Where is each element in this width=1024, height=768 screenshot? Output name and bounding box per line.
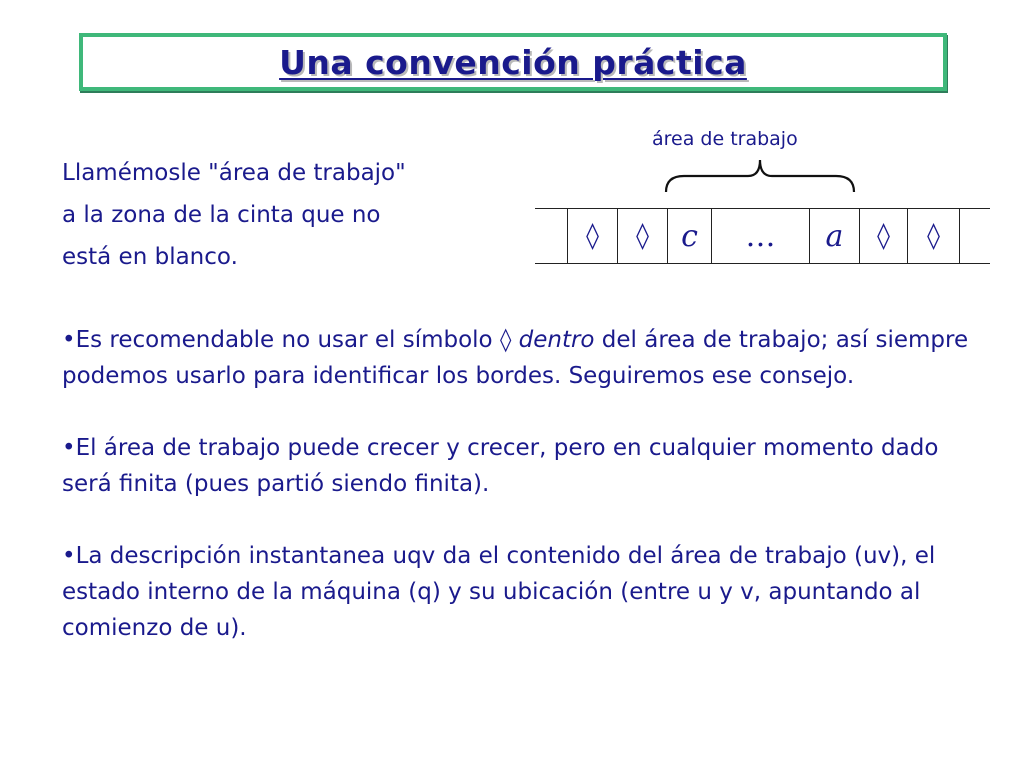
bullet-item: •El área de trabajo puede crecer y crecer, pero en cualquier momento dado será finita (pues partió siendo finita). [62, 435, 939, 497]
intro-line-2: a la zona de la cinta que no [62, 202, 381, 228]
intro-line-1: Llamémosle "área de trabajo" [62, 160, 406, 186]
tape-cell-c: c [667, 208, 711, 264]
intro-text [62, 152, 542, 278]
intro-line-3: está en blanco. [62, 244, 238, 270]
tape-cell-blank: ◊ [617, 208, 667, 264]
slide-title: Una convención práctica [279, 42, 747, 82]
tape-cell-a: a [809, 208, 859, 264]
curly-brace-icon [664, 158, 856, 194]
bullet-list [62, 322, 982, 682]
tape-cell-empty [959, 208, 990, 264]
tape-cell-blank: ◊ [567, 208, 617, 264]
emphasis-text: dentro [518, 327, 595, 353]
tape-cell-blank: ◊ [907, 208, 959, 264]
title-box [79, 33, 947, 91]
tape-diagram [535, 208, 990, 264]
tape-cell-ellipsis: … [711, 208, 809, 264]
bullet-item: •Es recomendable no usar el símbolo ◊ dentro del área de trabajo; así siempre podemos usarlo para identificar los bordes. Seguiremos ese consejo. [62, 327, 969, 389]
tape-cell-blank: ◊ [859, 208, 907, 264]
tape-label: área de trabajo [652, 128, 798, 150]
bullet-item: •La descripción instantanea uqv da el contenido del área de trabajo (uv), el estado interno de la máquina (q) y su ubicación (entre u y v, apuntando al comienzo de u). [62, 543, 936, 641]
